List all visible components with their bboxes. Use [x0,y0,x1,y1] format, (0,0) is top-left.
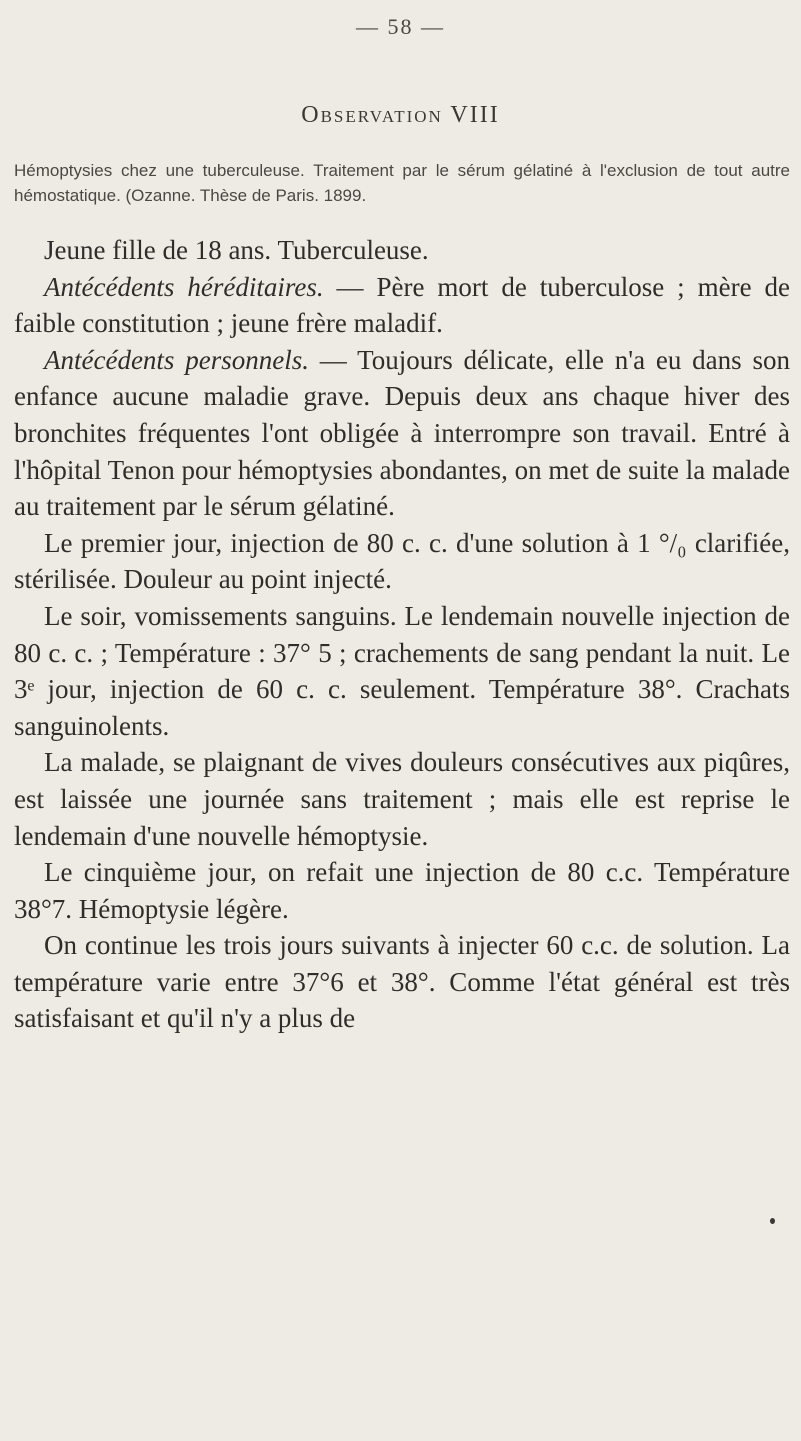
observation-subtitle: Hémoptysies chez une tuberculeuse. Traitement par le sérum gélatiné à l'exclusion de tout autre hémostatique. (Ozanne. Thèse de Paris. 1899. [14,161,790,205]
ink-speck [770,1218,775,1224]
observation-title: Observation VIII [301,102,500,128]
paragraph-pain: La malade, se plaignant de vives douleurs consécutives aux piqûres, est laissée une journée sans traitement ; mais elle est reprise le lendemain d'une nouvelle hémoptysie. [14,747,790,851]
paragraph-patient: Jeune fille de 18 ans. Tuberculeuse. [44,235,429,265]
body-text [14,232,790,1037]
paragraph-hereditary [14,269,790,342]
label-personal: Antécédents personnels. [44,344,309,375]
text-personal: — Toujours délicate, elle n'a eu dans son enfance aucune maladie grave. Depuis deux ans chaque hiver des bronchites fréquentes l'ont obligée à interrompre son travail. Entré à l'hôpital Tenon pour hémoptysies abondantes, on met de suite la malade au traitement par le sérum gélatiné. [14,344,790,522]
paragraph-continue: On continue les trois jours suivants à injecter 60 c.c. de solution. La température varie entre 37°6 et 38°. Comme l'état général est très satisfaisant et qu'il n'y a plus de [14,930,790,1034]
paragraph-personal [14,342,790,525]
paragraph-evening: Le soir, vomissements sanguins. Le lendemain nouvelle injection de 80 c. c. ; Température : 37° 5 ; crachements de sang pendant la nuit. Le 3ᵉ jour, injection de 60 c. c. seulement. Température 38°. Crachats sanguinolents. [14,600,790,741]
paragraph-fifth-day: Le cinquième jour, on refait une injection de 80 c.c. Température 38°7. Hémoptysie légère. [14,857,790,924]
label-hereditary: Antécédents héréditaires. [44,271,324,302]
text-hereditary: — Père mort de tuberculose ; mère de faible constitution ; jeune frère maladif. [14,271,790,339]
paragraph-first-day: Le premier jour, injection de 80 c. c. d'une solution à 1 °/₀ clarifiée, stérilisée. Douleur au point injecté. [14,527,790,595]
page-number: — 58 — [356,14,445,39]
